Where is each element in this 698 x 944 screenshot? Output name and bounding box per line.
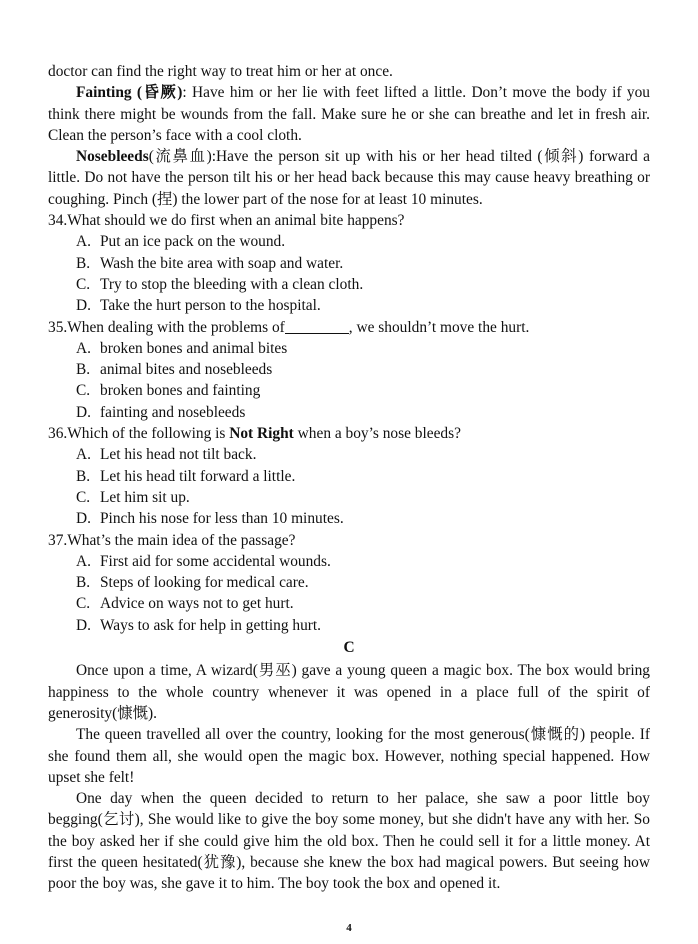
answer-option-d[interactable] <box>48 295 650 316</box>
option-text: broken bones and fainting <box>100 382 261 400</box>
option-text: Let him sit up. <box>100 488 190 506</box>
answer-option-a[interactable] <box>48 444 650 465</box>
option-letter: D. <box>76 403 91 421</box>
option-text: Take the hurt person to the hospital. <box>100 297 321 315</box>
nosebleeds-term: Nosebleeds <box>76 148 149 166</box>
option-letter: C. <box>76 488 91 506</box>
question-35 <box>48 317 650 423</box>
option-letter: B. <box>76 361 91 379</box>
stem-after-bold: when a boy’s nose bleeds? <box>297 425 461 443</box>
option-letter: A. <box>76 233 91 251</box>
option-letter: A. <box>76 446 91 464</box>
passage-paragraph: Once upon a time, A wizard(男巫) gave a young queen a magic box. The box would bring happiness to the whole country whenever it was opened in a place full of the spirit of generosity(慷慨). <box>48 662 650 722</box>
question-stem <box>48 317 650 338</box>
page-content <box>48 61 650 895</box>
option-letter: C. <box>76 382 91 400</box>
option-text: Let his head tilt forward a little. <box>100 467 296 485</box>
option-letter: B. <box>76 254 91 272</box>
option-text: First aid for some accidental wounds. <box>100 552 331 570</box>
answer-option-a[interactable] <box>48 231 650 252</box>
nosebleeds-text: (流鼻血):Have the person sit up with his or her head tilted (倾斜) forward a little. Do not have the person tilt his or her head back because this may cause heavy breathing or coughing. Pinch (捏) the lower part of the nose for at least 10 minutes. <box>48 148 650 208</box>
option-text: fainting and nosebleeds <box>100 403 246 421</box>
fainting-paragraph <box>48 82 650 146</box>
option-text: Steps of looking for medical care. <box>100 574 309 592</box>
option-letter: B. <box>76 574 91 592</box>
fainting-term: Fainting (昏厥) <box>76 84 183 102</box>
answer-option-b[interactable] <box>48 253 650 274</box>
option-letter: D. <box>76 510 91 528</box>
answer-blank <box>285 319 349 334</box>
option-letter: A. <box>76 552 91 570</box>
answer-option-c[interactable] <box>48 380 650 401</box>
passage-paragraph: One day when the queen decided to return to her palace, she saw a poor little boy begging(乞讨), She would like to give the boy some money, but she didn't have any with her. So the boy asked her if she could give him the old box. Then he could sell it for a little money. At first the queen hesitated(犹豫), because she knew the box had magical powers. But seeing how poor the boy was, she gave it to him. The boy took the box and opened it. <box>48 790 650 893</box>
option-text: Advice on ways not to get hurt. <box>100 595 294 613</box>
answer-option-c[interactable] <box>48 274 650 295</box>
intro-line: doctor can find the right way to treat him or her at once. <box>48 63 393 80</box>
stem-before-blank: 35.When dealing with the problems of <box>48 318 285 336</box>
answer-option-a[interactable] <box>48 551 650 572</box>
option-letter: C. <box>76 275 91 293</box>
passage-paragraph: The queen travelled all over the country, looking for the most generous(慷慨的) people. If she found them all, she would open the magic box. However, nothing special happened. How upset she felt! <box>48 726 650 786</box>
fainting-text: : Have him or her lie with feet lifted a little. Don’t move the body if you think there might be wounds from the fall. Make sure he or she can breathe and let in fresh air. Clean the person’s face with a cool cloth. <box>48 84 651 144</box>
section-heading: C <box>343 639 355 657</box>
answer-option-d[interactable] <box>48 615 650 636</box>
answer-option-a[interactable] <box>48 338 650 359</box>
stem-bold: Not Right <box>229 425 294 443</box>
stem-before-bold: 36.Which of the following is <box>48 425 226 443</box>
option-text: Let his head not tilt back. <box>100 446 257 464</box>
question-stem <box>48 423 650 444</box>
option-text: broken bones and animal bites <box>100 339 288 357</box>
question-stem: 34.What should we do first when an animal bite happens? <box>48 212 405 230</box>
answer-option-b[interactable] <box>48 466 650 487</box>
option-text: Pinch his nose for less than 10 minutes. <box>100 510 344 528</box>
option-text: Try to stop the bleeding with a clean cloth. <box>100 275 364 293</box>
question-36 <box>48 423 650 529</box>
option-text: Wash the bite area with soap and water. <box>100 254 344 272</box>
question-37 <box>48 530 650 636</box>
answer-option-c[interactable] <box>48 593 650 614</box>
answer-option-b[interactable] <box>48 359 650 380</box>
stem-after-blank: , we shouldn’t move the hurt. <box>348 318 530 336</box>
option-letter: C. <box>76 595 91 613</box>
page-number: 4 <box>346 922 352 934</box>
option-text: animal bites and nosebleeds <box>100 361 273 379</box>
option-text: Put an ice pack on the wound. <box>100 233 286 251</box>
answer-option-d[interactable] <box>48 508 650 529</box>
option-letter: D. <box>76 616 91 634</box>
nosebleeds-paragraph <box>48 146 650 210</box>
answer-option-d[interactable] <box>48 402 650 423</box>
option-letter: B. <box>76 467 91 485</box>
option-letter: D. <box>76 297 91 315</box>
answer-option-b[interactable] <box>48 572 650 593</box>
option-text: Ways to ask for help in getting hurt. <box>100 616 322 634</box>
option-letter: A. <box>76 339 91 357</box>
answer-option-c[interactable] <box>48 487 650 508</box>
question-34 <box>48 210 650 316</box>
question-stem: 37.What’s the main idea of the passage? <box>48 531 296 549</box>
